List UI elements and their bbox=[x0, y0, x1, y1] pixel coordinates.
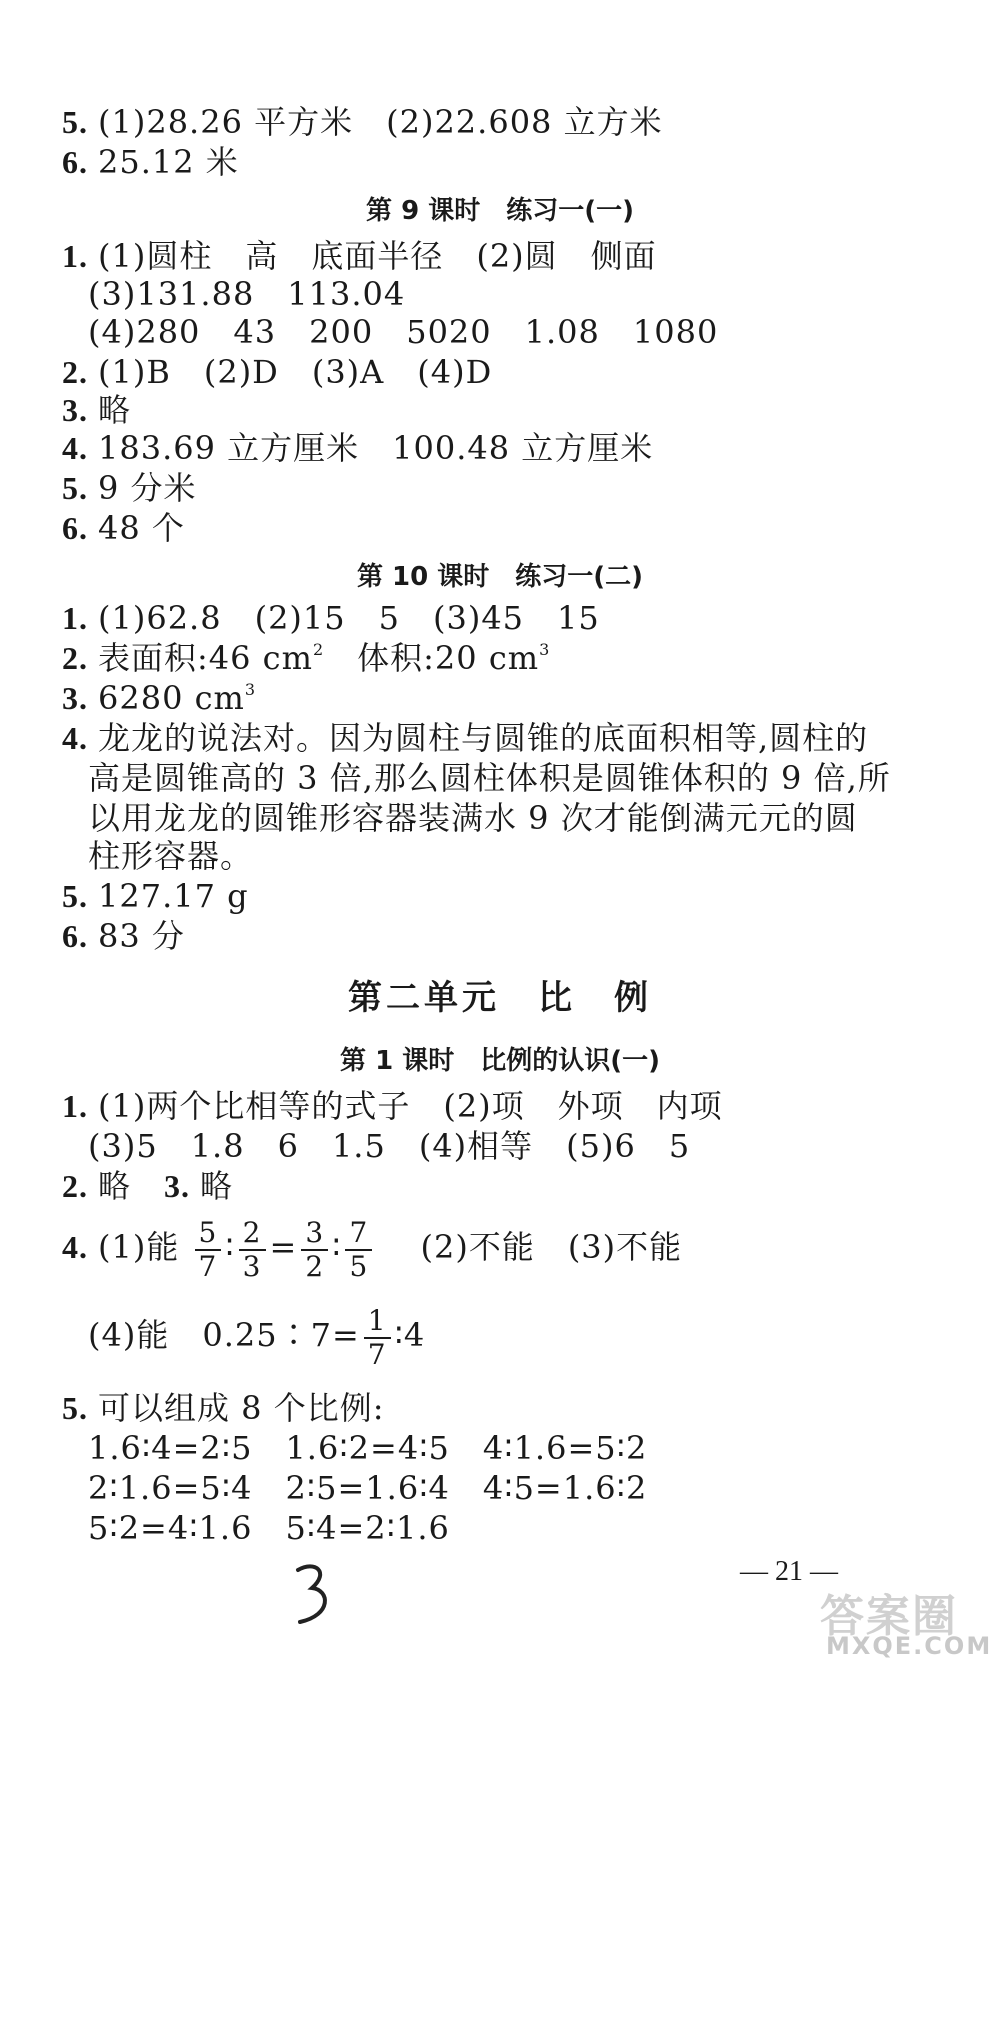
l10-answer-4: 4. 龙龙的说法对。因为圆柱与圆锥的底面积相等,圆柱的 bbox=[62, 719, 869, 757]
l10-answer-4-line-2: 高是圆锥高的 3 倍,那么圆柱体积是圆锥体积的 9 倍,所 bbox=[88, 759, 891, 797]
l9-answer-1-line-2: (3)131.88 113.04 bbox=[88, 275, 406, 313]
l1-answer-5-row-3: 5∶2=4∶1.6 5∶4=2∶1.6 bbox=[88, 1509, 450, 1547]
l9-answer-1-line-3: (4)280 43 200 5020 1.08 1080 bbox=[88, 313, 719, 351]
l1-answer-4: 4. (1)能 $\frac{5}{7}$ ∶ $\frac{2}{3}$ = $\frac{3}{2}$ ∶ $\frac{7}{5}$ (2)不能 (3)不能 bbox=[62, 1215, 683, 1283]
handwritten-mark-icon bbox=[290, 1560, 340, 1630]
l10-answer-3: 3. 6280 $cm^3$ bbox=[62, 679, 257, 717]
l10-answer-4-line-3: 以用龙龙的圆锥形容器装满水 9 次才能倒满元元的圆 bbox=[88, 799, 858, 837]
lesson-9-title: 第 9 课时 练习一(一) bbox=[366, 196, 634, 226]
l9-answer-1: 1. (1)圆柱 高 底面半径 (2)圆 侧面 bbox=[62, 237, 657, 275]
fraction: $\frac{2}{3}$ bbox=[239, 1217, 266, 1283]
l1-answer-5: 5. 可以组成 8 个比例: bbox=[62, 1389, 385, 1427]
answer-5: 5. (1)28.26 平方米 (2)22.608 立方米 bbox=[62, 103, 663, 141]
fraction: $\frac{7}{5}$ bbox=[345, 1217, 372, 1283]
l9-answer-2: 2. (1)B (2)D (3)A (4)D bbox=[62, 353, 493, 391]
l1-answer-1-line-2: (3)5 1.8 6 1.5 (4)相等 (5)6 5 bbox=[88, 1127, 691, 1165]
l9-answer-5: 5. 9 分米 bbox=[62, 469, 197, 507]
l9-answer-3: 3. 略 bbox=[62, 391, 132, 429]
lesson-10-title: 第 10 课时 练习一(二) bbox=[356, 562, 644, 592]
l1-answer-1: 1. (1)两个比相等的式子 (2)项 外项 内项 bbox=[62, 1087, 723, 1125]
watermark-url: MXQE.COM bbox=[826, 1632, 993, 1660]
l10-answer-4-line-4: 柱形容器。 bbox=[88, 837, 254, 875]
l10-answer-5: 5. 127.17 g bbox=[62, 877, 249, 915]
answer-6: 6. 25.12 米 bbox=[62, 143, 239, 181]
l10-answer-1: 1. (1)62.8 (2)15 5 (3)45 15 bbox=[62, 599, 600, 637]
fraction: $\frac{3}{2}$ bbox=[301, 1217, 328, 1283]
lesson-1-title: 第 1 课时 比例的认识(一) bbox=[340, 1046, 660, 1076]
unit-2-title: 第二单元 比 例 bbox=[348, 978, 652, 1018]
l1-answer-5-row-1: 1.6∶4=2∶5 1.6∶2=4∶5 4∶1.6=5∶2 bbox=[88, 1429, 648, 1467]
page-number: — 21 — bbox=[740, 1556, 838, 1587]
l1-answer-2-3: 2. 略 3. 略 bbox=[62, 1167, 234, 1205]
fraction: $\frac{1}{7}$ bbox=[364, 1305, 391, 1371]
l10-answer-6: 6. 83 分 bbox=[62, 917, 185, 955]
l1-answer-4-line-2: (4)能 0.25∶7= $\frac{1}{7}$ ∶4 bbox=[88, 1303, 426, 1371]
l1-answer-5-row-2: 2∶1.6=5∶4 2∶5=1.6∶4 4∶5=1.6∶2 bbox=[88, 1469, 648, 1507]
fraction: $\frac{5}{7}$ bbox=[195, 1217, 222, 1283]
l10-answer-2: 2. 表面积:46 $cm^2$ 体积:20 $cm^3$ bbox=[62, 639, 551, 677]
watermark-logo: 答案圈 bbox=[820, 1591, 958, 1642]
l9-answer-4: 4. 183.69 立方厘米 100.48 立方厘米 bbox=[62, 429, 654, 467]
l9-answer-6: 6. 48 个 bbox=[62, 509, 185, 547]
